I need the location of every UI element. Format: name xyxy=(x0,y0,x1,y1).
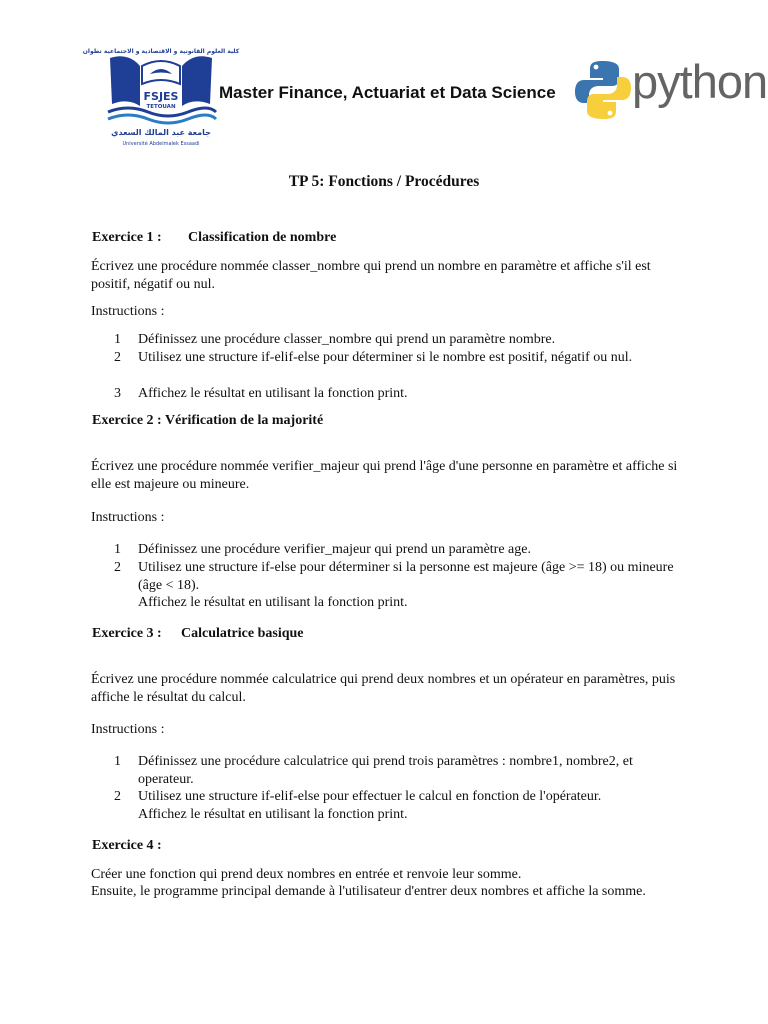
fsjes-university-logo xyxy=(82,44,240,152)
exercise-3-instructions-label: Instructions : xyxy=(91,722,165,737)
exercise-1-label: Exercice 1 : xyxy=(92,230,162,245)
step-text: Utilisez une structure if-elif-else pour effectuer le calcul en fonction de l'opérateur. xyxy=(138,789,602,804)
step-text: Définissez une procédure classer_nombre qui prend un paramètre nombre. xyxy=(138,332,556,347)
step-text: Utilisez une structure if-else pour déterminer si la personne est majeure (âge >= 18) ou mineure (âge < 18). xyxy=(138,560,674,593)
exercise-1-name: Classification de nombre xyxy=(188,230,337,245)
exercise-2-instructions-label: Instructions : xyxy=(91,510,165,525)
step-text: Affichez le résultat en utilisant la fonction print. xyxy=(138,807,408,822)
logo-top-arabic-text: كلية العلوم القانونية و الاقتصادية و الاجتماعية تطوان xyxy=(82,48,240,55)
exercise-3-label: Exercice 3 : xyxy=(92,626,162,641)
exercise-4-heading: Exercice 4 : xyxy=(92,838,162,853)
step-text: Utilisez une structure if-elif-else pour déterminer si le nombre est positif, négatif ou nul. xyxy=(138,350,633,365)
exercise-3-statement: Écrivez une procédure nommée calculatrice qui prend deux nombres et un opérateur en paramètres, puis affiche le résultat du calcul. xyxy=(91,672,676,705)
step-number: 2 xyxy=(114,789,121,804)
exercise-3-name: Calculatrice basique xyxy=(181,626,304,641)
step-text: Définissez une procédure calculatrice qui prend trois paramètres : nombre1, nombre2, et operateur. xyxy=(138,754,633,787)
exercise-2-statement: Écrivez une procédure nommée verifier_majeur qui prend l'âge d'une personne en paramètre et affiche si elle est majeure ou mineure. xyxy=(91,459,678,492)
python-logo-icon xyxy=(572,58,634,122)
logo-acronym: FSJES xyxy=(143,90,179,103)
logo-university-name: Université Abdelmalek Essaadi xyxy=(122,141,200,147)
step-number: 1 xyxy=(114,332,121,347)
document-title: TP 5: Fonctions / Procédures xyxy=(288,173,480,190)
step-number: 1 xyxy=(114,754,121,769)
step-number: 2 xyxy=(114,560,121,575)
exercise-1-instructions-label: Instructions : xyxy=(91,304,165,319)
step-text: Affichez le résultat en utilisant la fonction print. xyxy=(138,386,408,401)
exercise-2-heading: Exercice 2 : Vérification de la majorité xyxy=(92,413,324,428)
exercise-4-line-2: Ensuite, le programme principal demande à l'utilisateur d'entrer deux nombres et affiche la somme. xyxy=(91,884,646,899)
logo-city: TETOUAN xyxy=(146,104,176,110)
step-number: 2 xyxy=(114,350,121,365)
exercise-4-line-1: Créer une fonction qui prend deux nombres en entrée et renvoie leur somme. xyxy=(91,867,522,882)
logo-arabic-university: جامعة عبد المالك السعدي xyxy=(111,128,211,137)
step-number: 1 xyxy=(114,542,121,557)
exercise-1-heading xyxy=(92,230,337,246)
step-number: 3 xyxy=(114,386,121,401)
python-wordmark: python xyxy=(632,55,768,108)
step-text: Affichez le résultat en utilisant la fonction print. xyxy=(138,595,408,610)
step-text: Définissez une procédure verifier_majeur qui prend un paramètre age. xyxy=(138,542,531,557)
program-title: Master Finance, Actuariat et Data Science xyxy=(219,83,556,102)
exercise-3-heading xyxy=(92,626,304,642)
exercise-1-statement: Écrivez une procédure nommée classer_nombre qui prend un nombre en paramètre et affiche s'il est positif, négatif ou nul. xyxy=(91,259,651,292)
